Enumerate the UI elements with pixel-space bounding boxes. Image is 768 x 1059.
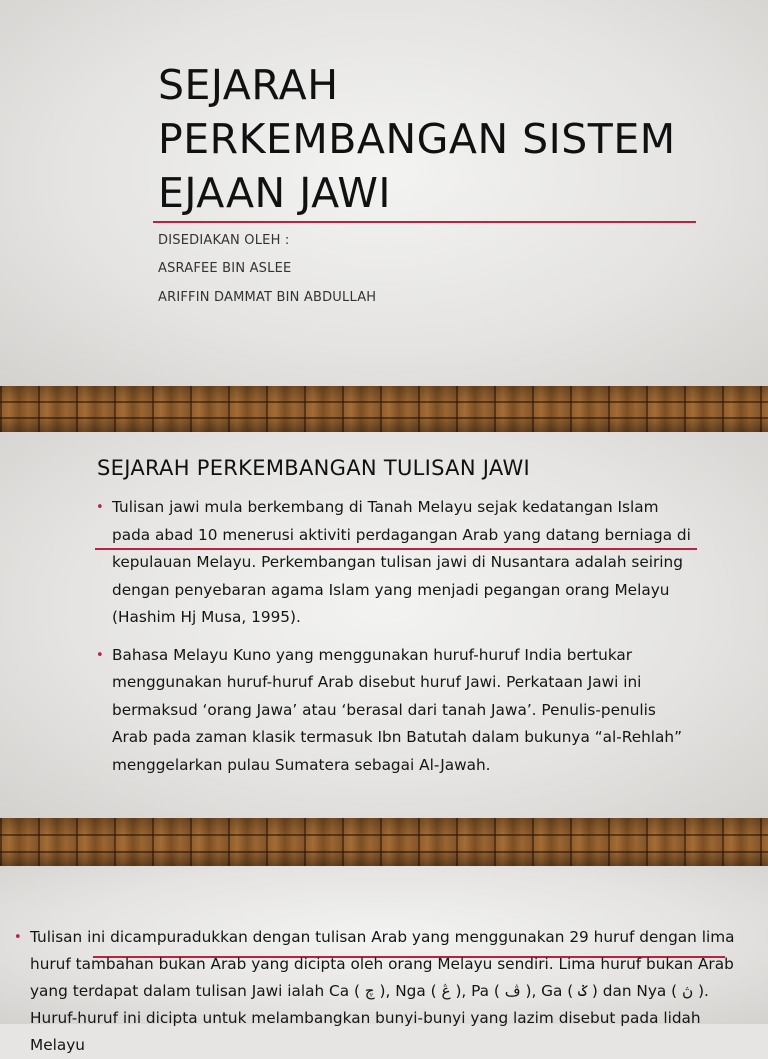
letters-slide xyxy=(0,866,768,1054)
title-divider xyxy=(153,221,696,223)
bullet-icon: • xyxy=(96,647,104,663)
bullet-text: Bahasa Melayu Kuno yang menggunakan huruf-huruf India bertukar menggunakan huruf-huruf Arab disebut huruf Jawi. Perkataan Jawi ini bermaksud ‘orang Jawa’ atau ‘berasal dari tanah Jawa’. Penulis-penulis Arab pada zaman klasik termasuk Ibn Batutah dalam bukunya “al-Rehlah” menggelarkan pulau Sumatera sebagai Al-Jawah. xyxy=(112,645,683,774)
wood-floor-divider xyxy=(0,818,768,866)
list-item xyxy=(14,924,759,1059)
slide-title xyxy=(158,58,718,220)
author-name: ARIFFIN DAMMAT BIN ABDULLAH xyxy=(158,290,377,305)
author-name: ASRAFEE BIN ASLEE xyxy=(158,261,292,276)
bullet-list xyxy=(96,494,696,789)
title-line: PERKEMBANGAN SISTEM xyxy=(158,115,676,163)
list-item xyxy=(96,494,696,632)
list-item xyxy=(96,642,696,780)
bullet-text: Tulisan jawi mula berkembang di Tanah Melayu sejak kedatangan Islam pada abad 10 menerusi aktiviti perdagangan Arab yang datang berniaga di kepulauan Melayu. Perkembangan tulisan jawi di Nusantara adalah seiring dengan penyebaran agama Islam yang menjadi pegangan orang Melayu (Hashim Hj Musa, 1995). xyxy=(112,498,691,626)
bullet-icon: • xyxy=(14,930,22,945)
wood-floor-divider xyxy=(0,386,768,432)
slide-heading: SEJARAH PERKEMBANGAN TULISAN JAWI xyxy=(97,456,531,480)
title-line: EJAAN JAWI xyxy=(158,169,392,217)
title-line: SEJARAH xyxy=(158,61,339,109)
bullet-icon: • xyxy=(96,500,104,515)
title-slide xyxy=(0,0,768,386)
prepared-by-label: DISEDIAKAN OLEH : xyxy=(158,233,290,248)
history-slide xyxy=(0,432,768,818)
bullet-list xyxy=(14,924,759,1059)
bullet-text: Tulisan ini dicampuradukkan dengan tulisan Arab yang menggunakan 29 huruf dengan lima huruf tambahan bukan Arab yang dicipta oleh orang Melayu sendiri. Lima huruf bukan Arab yang terdapat dalam tulisan Jawi ialah Ca ( چ ), Nga ( ڠ ), Pa ( ڤ ), Ga ( ݢ ) dan Nya ( ڽ ). Huruf-huruf ini dicipta untuk melambangkan bunyi-bunyi yang lazim disebut pada lidah Melayu xyxy=(30,928,735,1054)
